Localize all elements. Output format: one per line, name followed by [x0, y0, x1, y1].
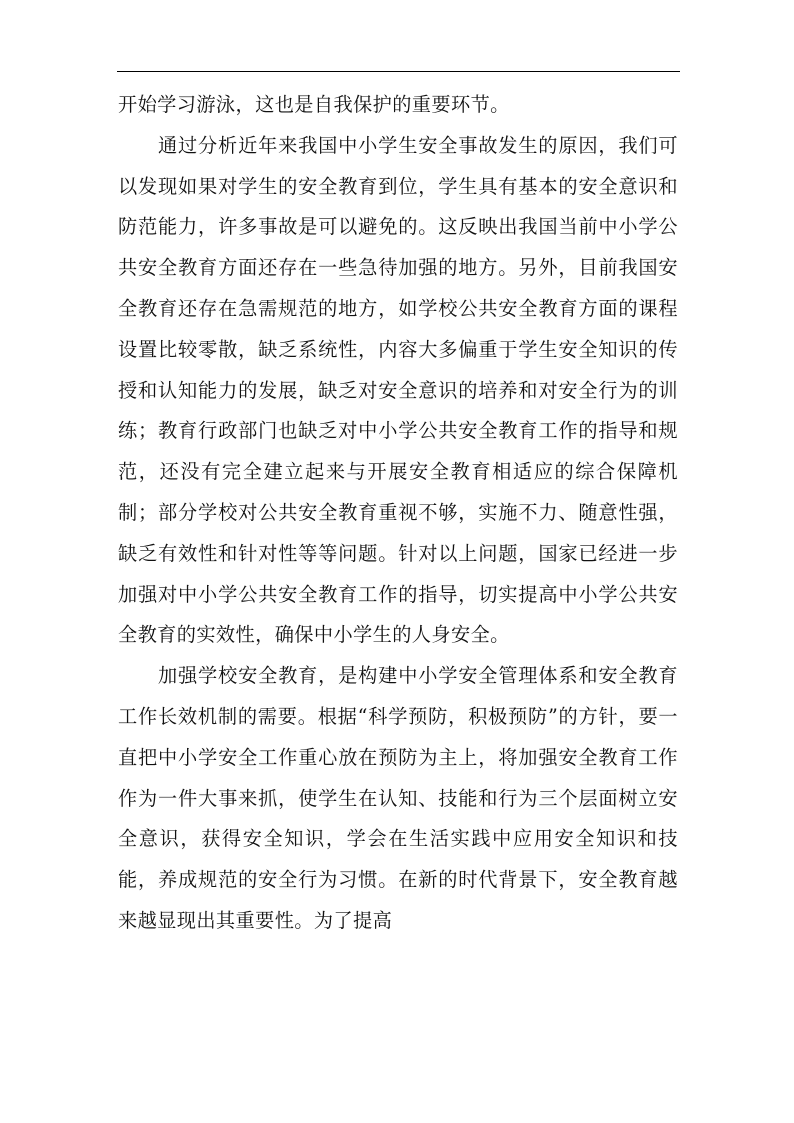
- paragraph-3: 加强学校安全教育，是构建中小学安全管理体系和安全教育工作长效机制的需要。根据“科学预防，积极预防”的方针，要一直把中小学安全工作重心放在预防为主上，将加强安全教育工作作为一件大事来抓，使学生在认知、技能和行为三个层面树立安全意识，获得安全知识，学会在生活实践中应用安全知识和技能，养成规范的安全行为习惯。在新的时代背景下，安全教育越来越显现出其重要性。为了提高: [118, 664, 678, 932]
- paragraph-2: 通过分析近年来我国中小学生安全事故发生的原因，我们可以发现如果对学生的安全教育到位，学生具有基本的安全意识和防范能力，许多事故是可以避免的。这反映出我国当前中小学公共安全教育方面还存在一些急待加强的地方。另外，目前我国安全教育还存在急需规范的地方，如学校公共安全教育方面的课程设置比较零散，缺乏系统性，内容大多偏重于学生安全知识的传授和认知能力的发展，缺乏对安全意识的培养和对安全行为的训练；教育行政部门也缺乏对中小学公共安全教育工作的指导和规范，还没有完全建立起来与开展安全教育相适应的综合保障机制；部分学校对公共安全教育重视不够，实施不力、随意性强，缺乏有效性和针对性等等问题。针对以上问题，国家已经进一步加强对中小学公共安全教育工作的指导，切实提高中小学公共安全教育的实效性，确保中小学生的人身安全。: [118, 133, 678, 647]
- body-text: [118, 85, 678, 942]
- header-rule: [117, 71, 680, 72]
- paragraph-1: 开始学习游泳，这也是自我保护的重要环节。: [118, 93, 510, 116]
